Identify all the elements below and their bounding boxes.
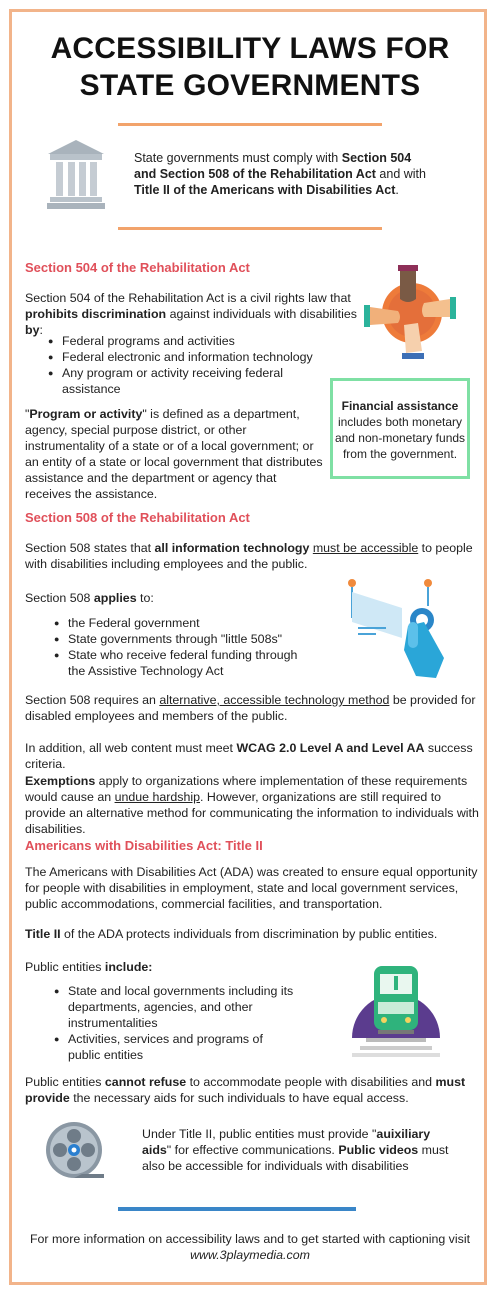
- divider-top: [118, 123, 382, 126]
- courthouse-icon: [46, 138, 106, 212]
- ada-bullet-list: [52, 983, 297, 1063]
- list-item: ● Any program or activity receiving federal assistance: [46, 365, 316, 397]
- divider-bottom: [118, 1207, 356, 1211]
- list-item: ● State governments through "little 508s": [52, 631, 312, 647]
- touch-screen-icon: [346, 578, 456, 680]
- intro-text: State governments must comply with Section 504 and Section 508 of the Rehabilitation Act and with Title II of the Americans with Disabilities Act.: [134, 151, 426, 197]
- list-item: ● the Federal government: [52, 615, 312, 631]
- section-504-heading: Section 504 of the Rehabilitation Act: [25, 260, 250, 275]
- s508-paragraph-3: In addition, all web content must meet WCAG 2.0 Level A and Level AA success criteria.: [25, 741, 473, 771]
- s504-paragraph-2: "Program or activity" is defined as a department, agency, special purpose district, or other instrumentality of a state or of a local government; or an entity of a state or local government that distributes assistance and the department or agency that receives the assistance.: [25, 407, 323, 501]
- train-icon: [348, 960, 444, 1058]
- divider-intro: [118, 227, 382, 230]
- list-item: ● State and local governments including its departments, agencies, and other instrumentalities: [52, 983, 297, 1031]
- section-508-heading: Section 508 of the Rehabilitation Act: [25, 510, 250, 525]
- title-line-1: ACCESSIBILITY LAWS FOR: [50, 32, 450, 65]
- joined-hands-icon: [362, 265, 462, 361]
- footer: [20, 1231, 480, 1263]
- s504-bullet-list: [46, 333, 316, 397]
- financial-assistance-callout: [330, 378, 470, 479]
- list-item: ● Federal electronic and information technology: [46, 349, 316, 365]
- list-item: ● Federal programs and activities: [46, 333, 316, 349]
- callout-text: Financial assistance includes both monetary and non-monetary funds from the government.: [334, 399, 466, 461]
- list-item: ● State who receive federal funding through the Assistive Technology Act: [52, 647, 312, 679]
- s504-paragraph-1: Section 504 of the Rehabilitation Act is a civil rights law that prohibits discrimination against individuals with disabilities by:: [25, 291, 357, 337]
- page-title: [20, 30, 480, 104]
- s508-paragraph-4: Exemptions apply to organizations where implementation of these requirements would cause an undue hardship. However, organizations are still required to provide an alternative method for communicating the information to individuals with disabilities.: [25, 774, 479, 836]
- ada-include: Public entities include:: [25, 960, 153, 974]
- s508-applies: Section 508 applies to:: [25, 591, 154, 605]
- ada-paragraph-3: Public entities cannot refuse to accommodate people with disabilities and must provide the necessary aids for such individuals to have equal access.: [25, 1075, 466, 1105]
- ada-paragraph-2: Title II of the ADA protects individuals from discrimination by public entities.: [25, 927, 438, 941]
- title-line-2: STATE GOVERNMENTS: [79, 69, 421, 102]
- ada-paragraph-1: The Americans with Disabilities Act (ADA) was created to ensure equal opportunity for people with disabilities in employment, state and local government services, public accommodations, commercial facilities, and transportation.: [25, 865, 478, 911]
- ada-heading: Americans with Disabilities Act: Title II: [25, 838, 263, 853]
- s508-paragraph-1: Section 508 states that all information technology must be accessible to people with disabilities including employees and the public.: [25, 541, 473, 571]
- ada-paragraph-4: Under Title II, public entities must provide "auixiliary aids" for effective communications. Public videos must also be accessible for individuals with disabilities: [142, 1127, 449, 1173]
- footer-link[interactable]: www.3playmedia.com: [190, 1248, 310, 1262]
- footer-text: For more information on accessibility laws and to get started with captioning visit: [29, 1232, 471, 1246]
- s508-paragraph-2: Section 508 requires an alternative, accessible technology method be provided for disabled employees and members of the public.: [25, 693, 476, 723]
- s508-bullet-list: [52, 615, 312, 679]
- list-item: ● Activities, services and programs of public entities: [52, 1031, 297, 1063]
- film-reel-icon: [42, 1118, 108, 1184]
